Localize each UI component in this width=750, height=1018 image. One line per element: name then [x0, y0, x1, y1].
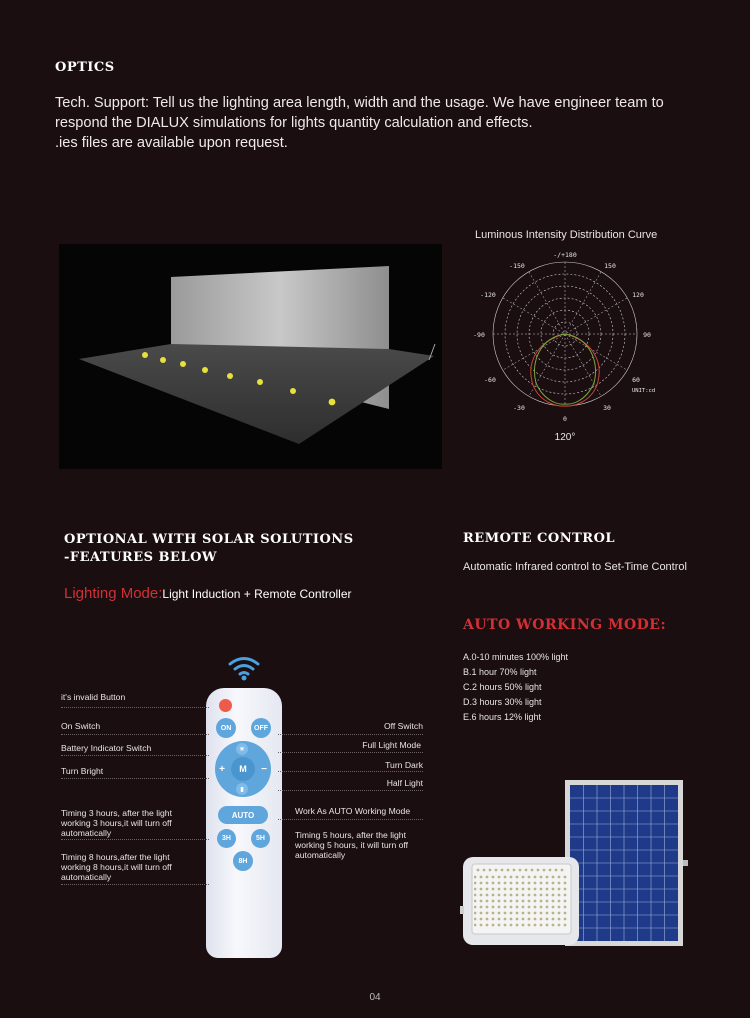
- auto-mode-item: E.6 hours 12% light: [463, 712, 542, 722]
- leader-line: [61, 734, 209, 735]
- bright-button[interactable]: +: [219, 763, 225, 775]
- dark-button[interactable]: −: [261, 763, 267, 775]
- leader-line: [61, 884, 209, 885]
- angle-label: -30: [513, 404, 525, 412]
- optics-line: .ies files are available upon request.: [55, 135, 288, 151]
- remote-control-subtitle: Automatic Infrared control to Set-Time Control: [463, 561, 687, 573]
- auto-mode-title: AUTO WORKING MODE:: [463, 617, 667, 633]
- auto-mode-item: C.2 hours 50% light: [463, 682, 542, 692]
- auto-mode-list: [463, 650, 568, 725]
- label-timer-5h: Timing 5 hours, after the light working 5 hours, it will turn off automatically: [295, 830, 409, 860]
- angle-label: 120: [632, 291, 644, 299]
- label-dark: Turn Dark: [385, 760, 423, 770]
- angle-label: 0: [563, 415, 567, 423]
- auto-mode-item: B.1 hour 70% light: [463, 667, 537, 677]
- label-half-light: Half Light: [386, 778, 423, 788]
- curve-title: Luminous Intensity Distribution Curve: [475, 229, 658, 241]
- label-on: On Switch: [61, 721, 101, 731]
- page-number: 04: [369, 992, 381, 1003]
- label-invalid: it's invalid Button: [61, 692, 126, 702]
- full-light-button[interactable]: ☀: [236, 743, 248, 755]
- leader-line: [278, 790, 423, 791]
- mode-button[interactable]: M: [231, 757, 255, 781]
- off-button[interactable]: OFF: [251, 718, 271, 738]
- optics-line: Tech. Support: Tell us the lighting area length, width and the usage. We have engineer team to: [55, 95, 664, 111]
- remote-control-title: REMOTE CONTROL: [463, 531, 616, 546]
- leader-line: [61, 839, 209, 840]
- angle-label: -/+180: [553, 251, 577, 259]
- timer-3h-button[interactable]: 3H: [217, 829, 236, 848]
- leader-line: [61, 707, 209, 708]
- angle-label: 60: [632, 376, 640, 384]
- leader-line: [61, 778, 209, 779]
- label-full-light: Full Light Mode: [362, 740, 421, 750]
- lighting-mode-value: Light Induction + Remote Controller: [162, 587, 352, 601]
- battery-button[interactable]: ▮: [236, 783, 248, 795]
- unit-label: UNIT:cd: [632, 388, 656, 394]
- auto-mode-item: D.3 hours 30% light: [463, 697, 542, 707]
- leader-line: [278, 819, 423, 820]
- timer-5h-button[interactable]: 5H: [251, 829, 270, 848]
- leader-line: [278, 752, 423, 753]
- label-timer-3h: Timing 3 hours, after the light working 3 hours,it will turn off automatically: [61, 808, 172, 838]
- dialux-simulation-image: [59, 244, 442, 469]
- optics-title: OPTICS: [55, 60, 115, 75]
- optics-description: [55, 93, 705, 153]
- timer-8h-button[interactable]: 8H: [233, 851, 253, 871]
- angle-label: 90: [643, 331, 651, 339]
- angle-label: -60: [484, 376, 496, 384]
- label-timer-8h: Timing 8 hours,after the light working 8 hours,it will turn off automatically: [61, 852, 172, 882]
- solar-title-line: OPTIONAL WITH SOLAR SOLUTIONS: [64, 532, 354, 547]
- angle-label: -150: [509, 262, 525, 270]
- label-off: Off Switch: [383, 721, 423, 731]
- angle-label: -90: [473, 331, 485, 339]
- polar-diagram: [470, 245, 660, 445]
- auto-button[interactable]: AUTO: [218, 806, 268, 824]
- invalid-button[interactable]: [219, 699, 232, 712]
- on-button[interactable]: ON: [216, 718, 236, 738]
- angle-label: 30: [603, 404, 611, 412]
- lighting-mode-label: Lighting Mode:: [64, 585, 163, 602]
- leader-line: [278, 734, 423, 735]
- solar-title-line: -FEATURES BELOW: [64, 550, 218, 565]
- wifi-icon: [226, 653, 262, 683]
- leader-line: [61, 755, 209, 756]
- solar-flood-light-image: [460, 778, 690, 948]
- leader-line: [278, 771, 423, 772]
- label-auto: Work As AUTO Working Mode: [295, 806, 411, 816]
- label-battery: Battery Indicator Switch: [61, 743, 152, 753]
- beam-angle: 120°: [554, 432, 576, 443]
- angle-label: -120: [480, 291, 496, 299]
- lighting-mode: [64, 585, 352, 602]
- angle-label: 150: [604, 262, 616, 270]
- label-bright: Turn Bright: [61, 766, 104, 776]
- auto-mode-item: A.0-10 minutes 100% light: [463, 652, 569, 662]
- optics-line: respond the DIALUX simulations for lights quantity calculation and effects.: [55, 115, 533, 131]
- solar-section-title: [64, 531, 354, 567]
